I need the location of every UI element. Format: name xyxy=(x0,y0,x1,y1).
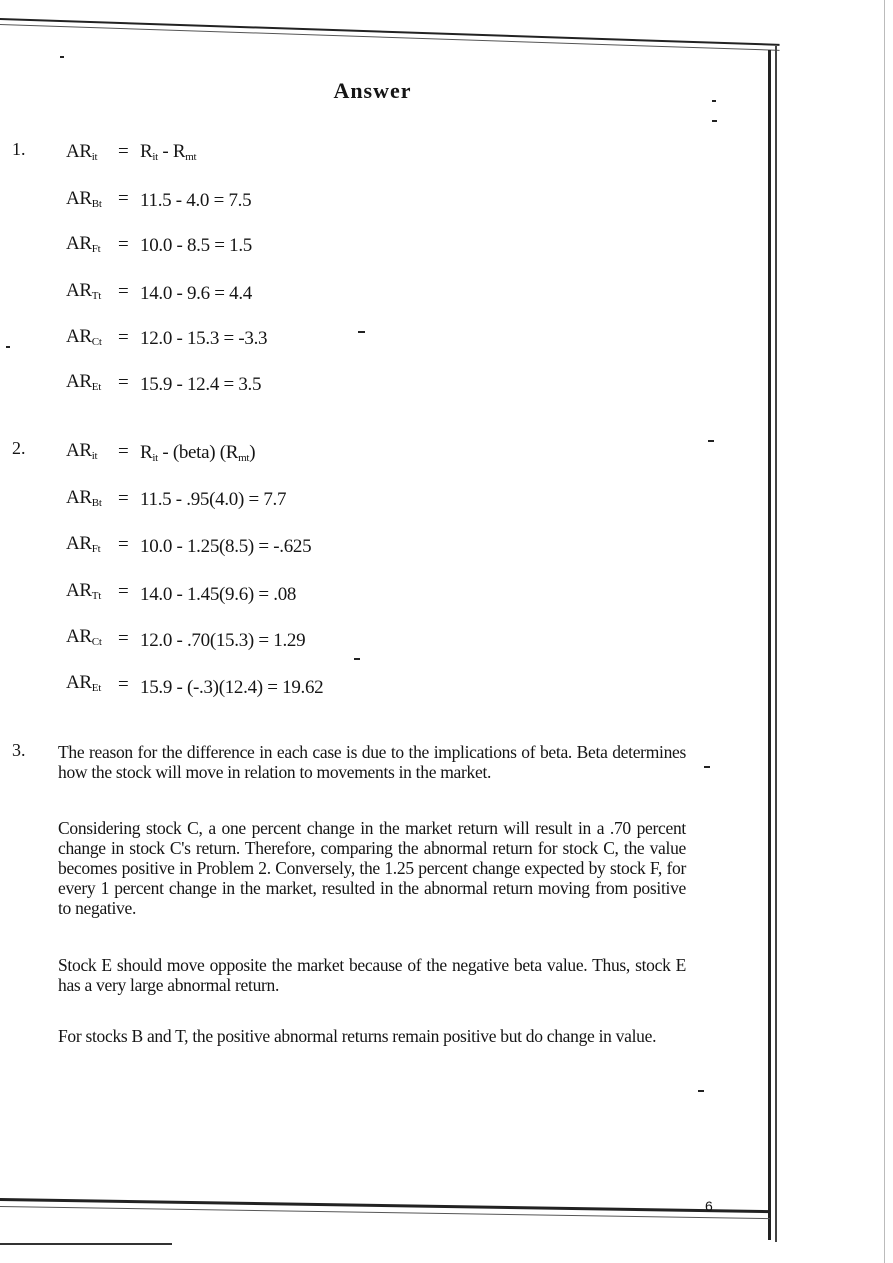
equation-lhs: AR xyxy=(66,326,92,347)
equation-lhs-subscript: Ft xyxy=(91,243,101,255)
equation-lhs: AR xyxy=(66,188,92,209)
section-number: 1. xyxy=(12,139,26,159)
top-border-rule xyxy=(0,18,780,46)
scan-speck xyxy=(60,56,64,58)
equation-lhs-subscript: Tt xyxy=(91,290,101,302)
equation-lhs: AR xyxy=(66,371,92,392)
equals-sign: = xyxy=(118,674,129,695)
equation-term: - (beta) (R xyxy=(157,442,239,463)
right-border-rule xyxy=(768,50,771,1240)
equation-lhs: AR xyxy=(66,233,92,254)
equation-rhs: 10.0 - 8.5 = 1.5 xyxy=(140,235,252,256)
answer-paragraph: For stocks B and T, the positive abnormal returns remain positive but do change in value. xyxy=(58,1026,657,1046)
equals-sign: = xyxy=(118,327,129,348)
equation-rhs: 15.9 - (-.3)(12.4) = 19.62 xyxy=(140,677,324,698)
footer-rule xyxy=(0,1243,172,1245)
scan-speck xyxy=(708,440,714,442)
scan-speck xyxy=(704,766,710,768)
scan-speck xyxy=(6,346,10,348)
equation-lhs-subscript: it xyxy=(91,151,98,163)
page-number: 6 xyxy=(705,1198,713,1214)
equals-sign: = xyxy=(118,188,129,209)
equals-sign: = xyxy=(118,281,129,302)
equation-rhs: 15.9 - 12.4 = 3.5 xyxy=(140,374,262,395)
answer-paragraph: Considering stock C, a one percent change in the market return will result in a .70 percent change in stock C's return. Therefore, comparing the abnormal return for stock C, the value becomes positive in Problem 2. Conversely, the 1.25 percent change expected by stock F, for every 1 percent change in the market, resulted in the abnormal return moving from positive to negative. xyxy=(58,818,686,918)
equals-sign: = xyxy=(118,488,129,509)
equation-term-subscript: it xyxy=(152,452,158,464)
scan-speck xyxy=(358,331,365,333)
equation-lhs-subscript: Bt xyxy=(91,198,102,210)
equation-rhs: 11.5 - .95(4.0) = 7.7 xyxy=(140,489,287,510)
scan-speck xyxy=(354,658,360,660)
equation-rhs: 11.5 - 4.0 = 7.5 xyxy=(140,190,252,211)
equation-tail: ) xyxy=(249,442,256,463)
page-title: Answer xyxy=(333,78,412,103)
equation-term: - R xyxy=(157,141,186,162)
equals-sign: = xyxy=(118,441,129,462)
equation-rhs: 14.0 - 9.6 = 4.4 xyxy=(140,283,252,304)
equation-lhs-subscript: Ct xyxy=(91,636,102,648)
equals-sign: = xyxy=(118,372,129,393)
right-border-rule-outer xyxy=(775,46,777,1242)
equals-sign: = xyxy=(118,534,129,555)
equation-lhs: AR xyxy=(66,440,92,461)
equation-lhs-subscript: it xyxy=(91,450,98,462)
equation-rhs: 12.0 - .70(15.3) = 1.29 xyxy=(140,630,306,651)
equation-rhs: 10.0 - 1.25(8.5) = -.625 xyxy=(140,536,312,557)
equals-sign: = xyxy=(118,234,129,255)
equation-lhs: AR xyxy=(66,626,92,647)
section-number: 3. xyxy=(12,740,26,760)
equation-rhs: 12.0 - 15.3 = -3.3 xyxy=(140,328,268,349)
scan-speck xyxy=(712,120,717,122)
equation-lhs-subscript: Ft xyxy=(91,543,101,555)
equation-lhs-subscript: Tt xyxy=(91,590,101,602)
equation-lhs-subscript: Bt xyxy=(91,497,102,509)
equation-lhs: AR xyxy=(66,280,92,301)
equation-lhs: AR xyxy=(66,487,92,508)
equals-sign: = xyxy=(118,581,129,602)
equation-lhs: AR xyxy=(66,672,92,693)
equation-lhs-subscript: Ct xyxy=(91,336,102,348)
equation-lhs: AR xyxy=(66,141,92,162)
equation-lhs-subscript: Et xyxy=(91,682,101,694)
equals-sign: = xyxy=(118,628,129,649)
answer-paragraph: Stock E should move opposite the market because of the negative beta value. Thus, stock E has a very large abnormal return. xyxy=(58,955,686,995)
equation-term-subscript: it xyxy=(152,151,158,163)
bottom-border-rule xyxy=(0,1198,770,1213)
section-number: 2. xyxy=(12,438,26,458)
equation-term: R xyxy=(140,442,153,463)
equation-lhs: AR xyxy=(66,533,92,554)
equation-term-subscript: mt xyxy=(238,452,250,464)
equation-lhs: AR xyxy=(66,580,92,601)
equation-rhs: 14.0 - 1.45(9.6) = .08 xyxy=(140,584,297,605)
page-edge xyxy=(884,0,885,1263)
equals-sign: = xyxy=(118,141,129,162)
answer-paragraph: The reason for the difference in each case is due to the implications of beta. Beta determines how the stock will move in relation to movements in the market. xyxy=(58,742,686,782)
top-border-rule-inner xyxy=(0,24,780,51)
equation-lhs-subscript: Et xyxy=(91,381,101,393)
equation-term: R xyxy=(140,141,153,162)
scan-speck xyxy=(698,1090,704,1092)
equation-term-subscript: mt xyxy=(185,151,197,163)
